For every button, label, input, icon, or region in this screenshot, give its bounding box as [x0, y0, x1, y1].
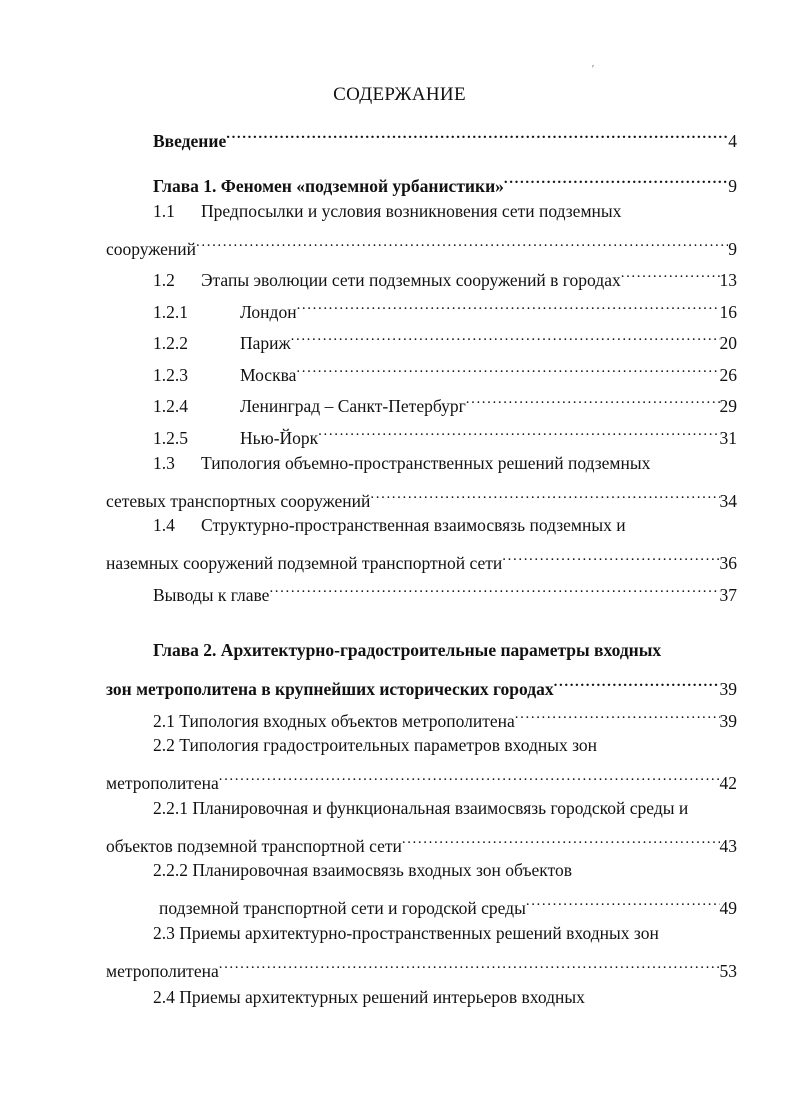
- entry-page: 9: [728, 239, 737, 259]
- dot-leader: [269, 575, 719, 601]
- entry-page: 13: [719, 270, 737, 290]
- entry-page: 31: [719, 428, 737, 448]
- toc-entry-2-1: [153, 701, 737, 731]
- toc-entry-2-3-line2: [106, 951, 737, 981]
- entry-page: 39: [719, 711, 737, 731]
- dot-leader: [515, 701, 720, 727]
- toc-entry-chapter-2-line1: Глава 2. Архитектурно-градостроительные параметры входных: [153, 640, 662, 660]
- toc-entry-1-3-line2: [106, 481, 737, 511]
- entry-code: 1.2.4: [153, 396, 188, 416]
- dot-leader: [466, 386, 720, 412]
- toc-entry-2-2-line2: [106, 763, 737, 793]
- entry-page: 36: [719, 553, 737, 573]
- entry-label: Выводы к главе: [153, 585, 270, 605]
- toc-entry-2-2-line1: 2.2 Типология градостроительных параметров входных зон: [153, 735, 598, 755]
- toc-entry-2-3-line1: 2.3 Приемы архитектурно-пространственных решений входных зон: [153, 923, 659, 943]
- dot-leader: [219, 763, 720, 789]
- toc-entry-1-1-line1: [153, 198, 621, 224]
- toc-entry-chapter-1: [153, 166, 737, 196]
- entry-text: сооружений: [106, 239, 197, 259]
- entry-text: метрополитена: [106, 961, 219, 981]
- toc-entry-1-4-line2: [106, 543, 737, 573]
- entry-text: Структурно-пространственная взаимосвязь подземных и: [201, 515, 626, 535]
- entry-page: 43: [719, 836, 737, 856]
- dot-leader: [502, 543, 719, 569]
- entry-text: объектов подземной транспортной сети: [106, 836, 402, 856]
- toc-entry-1-1-line2: [106, 229, 737, 259]
- entry-code: 1.2.5: [153, 428, 188, 448]
- entry-text: Москва: [240, 365, 297, 385]
- entry-page: 37: [719, 585, 737, 605]
- toc-entry-1-2-2: [153, 323, 737, 353]
- dot-leader: [291, 323, 720, 349]
- toc-entry-conclusions-1: [153, 575, 737, 605]
- entry-page: 34: [719, 491, 737, 511]
- dot-leader: [296, 355, 719, 381]
- dot-leader: [219, 951, 720, 977]
- entry-text: Предпосылки и условия возникновения сети подземных: [201, 201, 622, 221]
- toc-entry-1-2: [153, 260, 737, 290]
- dot-leader: [370, 481, 719, 507]
- entry-text: Ленинград – Санкт-Петербург: [240, 396, 466, 416]
- entry-label: Введение: [153, 131, 227, 151]
- entry-text: Лондон: [240, 302, 297, 322]
- toc-entry-1-3-line1: [153, 450, 650, 476]
- entry-label: Глава 1. Феномен «подземной урбанистики»: [153, 176, 504, 196]
- entry-text: Нью-Йорк: [240, 428, 319, 448]
- entry-page: 16: [719, 302, 737, 322]
- entry-page: 26: [719, 365, 737, 385]
- dot-leader: [554, 669, 720, 695]
- entry-code: 1.4: [153, 515, 175, 535]
- entry-page: 29: [719, 396, 737, 416]
- scan-speck: ′: [592, 64, 595, 75]
- entry-page: 9: [728, 176, 737, 196]
- entry-code: 1.1: [153, 201, 175, 221]
- toc-entry-1-2-3: [153, 355, 737, 385]
- dot-leader: [621, 260, 720, 286]
- toc-entry-1-2-4: [153, 386, 737, 416]
- entry-text: подземной транспортной сети и городской среды: [159, 898, 526, 918]
- toc-entry-intro: [153, 121, 737, 151]
- entry-code: 1.2.1: [153, 302, 188, 322]
- page-title: СОДЕРЖАНИЕ: [333, 84, 466, 105]
- entry-text: сетевых транспортных сооружений: [106, 491, 371, 511]
- entry-text: 2.1 Типология входных объектов метрополитена: [153, 711, 515, 731]
- dot-leader: [226, 121, 728, 147]
- entry-page: 4: [728, 131, 737, 151]
- entry-page: 20: [719, 333, 737, 353]
- entry-code: 1.2.3: [153, 365, 188, 385]
- dot-leader: [402, 826, 720, 852]
- toc-entry-2-4-line1: 2.4 Приемы архитектурных решений интерьеров входных: [153, 987, 585, 1007]
- toc-entry-2-2-1-line1: 2.2.1 Планировочная и функциональная взаимосвязь городской среды и: [153, 798, 689, 818]
- toc-entry-2-2-1-line2: [106, 826, 737, 856]
- dot-leader: [297, 292, 720, 318]
- dot-leader: [318, 418, 719, 444]
- toc-entry-1-2-1: [153, 292, 737, 322]
- dot-leader: [196, 229, 728, 255]
- toc-entry-1-4-line1: [153, 512, 626, 538]
- dot-leader: [504, 166, 728, 192]
- entry-page: 39: [719, 679, 737, 699]
- entry-page: 53: [719, 961, 737, 981]
- entry-text: метрополитена: [106, 773, 219, 793]
- toc-entry-chapter-2-line2: [106, 669, 737, 699]
- entry-text: Типология объемно-пространственных решений подземных: [201, 453, 651, 473]
- toc-entry-2-2-2-line2: [159, 888, 737, 918]
- entry-code: 1.3: [153, 453, 175, 473]
- entry-page: 42: [719, 773, 737, 793]
- toc-entry-1-2-5: [153, 418, 737, 448]
- entry-text: наземных сооружений подземной транспортной сети: [106, 553, 503, 573]
- entry-page: 49: [719, 898, 737, 918]
- entry-text: зон метрополитена в крупнейших исторических городах: [106, 679, 554, 699]
- entry-text: Этапы эволюции сети подземных сооружений в городах: [201, 270, 621, 290]
- entry-text: Париж: [240, 333, 291, 353]
- dot-leader: [526, 888, 720, 914]
- entry-code: 1.2: [153, 270, 175, 290]
- toc-entry-2-2-2-line1: 2.2.2 Планировочная взаимосвязь входных зон объектов: [153, 860, 573, 880]
- entry-code: 1.2.2: [153, 333, 188, 353]
